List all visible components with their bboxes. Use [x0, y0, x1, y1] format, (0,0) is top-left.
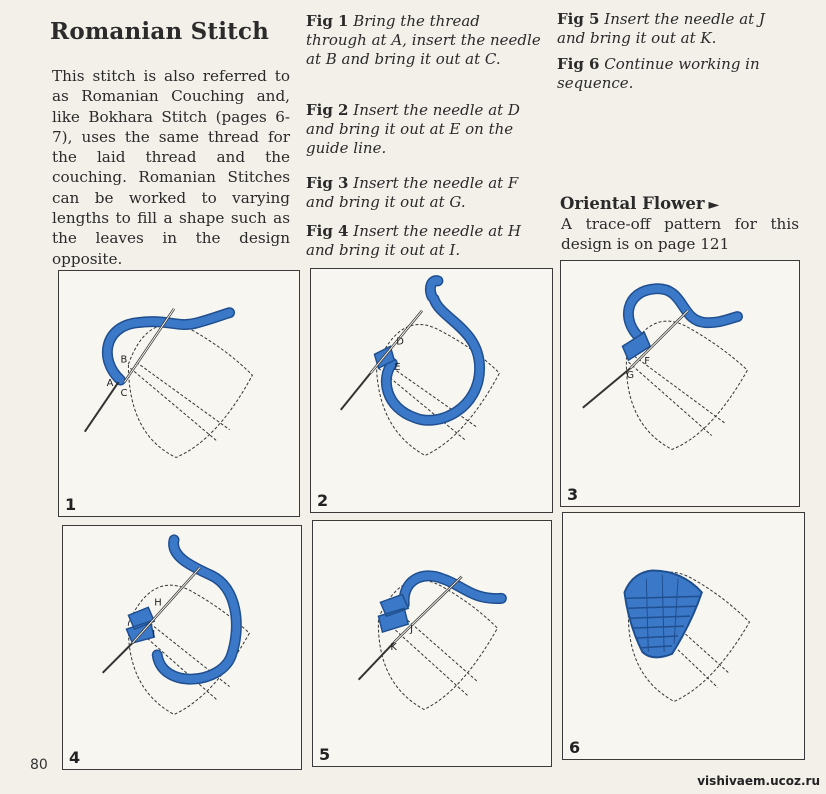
instruction-text: Continue working in sequence. — [557, 55, 760, 92]
stitch-diagram-6 — [563, 513, 804, 759]
stitch-diagram-1 — [59, 271, 299, 516]
point-label: D — [396, 336, 404, 348]
instruction-label: Fig 5 — [557, 10, 600, 28]
point-label: H — [154, 597, 162, 609]
diagram-panel-1 — [58, 270, 300, 517]
instruction-fig-6 — [557, 55, 797, 93]
stitch-diagram-4 — [63, 526, 301, 769]
instruction-fig-4 — [306, 222, 542, 260]
panel-number: 1 — [65, 495, 77, 514]
oriental-flower-title: Oriental Flower — [560, 194, 705, 213]
panel-number: 2 — [317, 491, 329, 510]
oriental-flower-heading — [560, 194, 719, 213]
stitch-diagram-5 — [313, 521, 551, 766]
diagram-panel-3 — [560, 260, 800, 507]
point-label: E — [394, 362, 401, 374]
stitch-diagram-2 — [311, 269, 552, 512]
instruction-text: Insert the needle at H and bring it out at I. — [306, 222, 522, 259]
panel-number: 5 — [319, 745, 331, 764]
instruction-label: Fig 6 — [557, 55, 600, 73]
instruction-label: Fig 1 — [306, 12, 349, 30]
diagram-panel-4 — [62, 525, 302, 770]
diagram-panel-5 — [312, 520, 552, 767]
instruction-label: Fig 3 — [306, 174, 349, 192]
instruction-text: Insert the needle at D and bring it out at E on the guide line. — [306, 101, 520, 157]
point-label: C — [120, 387, 128, 399]
instruction-label: Fig 2 — [306, 101, 349, 119]
point-label: K — [390, 641, 397, 653]
page-number: 80 — [30, 757, 48, 773]
point-label: J — [410, 624, 414, 636]
instruction-fig-3 — [306, 174, 542, 212]
instruction-fig-1 — [306, 12, 542, 69]
arrow-right-icon: ► — [708, 197, 720, 213]
panel-number: 3 — [567, 485, 579, 504]
intro-paragraph: This stitch is also referred to as Romanian Couching and, like Bokhara Stitch (pages 6-7), uses the same thread for the laid thread and the couching. Romanian Stitches can be worked to varying lengths to fill a shape such as the leaves in the design opposite. — [52, 67, 290, 268]
point-label: I — [152, 629, 156, 641]
instruction-fig-2 — [306, 101, 542, 158]
watermark: vishivaem.ucoz.ru — [697, 774, 820, 788]
oriental-flower-text: A trace-off pattern for this design is on page 121 — [561, 215, 799, 253]
panel-number: 4 — [69, 748, 81, 767]
instruction-text: Bring the thread through at A, insert the needle at B and bring it out at C. — [306, 12, 541, 68]
stitch-diagram-3 — [561, 261, 799, 506]
instruction-label: Fig 4 — [306, 222, 349, 240]
instruction-fig-5 — [557, 10, 797, 48]
panel-number: 6 — [569, 738, 581, 757]
instruction-text: Insert the needle at F and bring it out at G. — [306, 174, 519, 211]
instruction-text: Insert the needle at J and bring it out at K. — [557, 10, 765, 47]
diagram-panel-6 — [562, 512, 805, 760]
point-label: A — [106, 378, 114, 390]
point-label: F — [644, 356, 651, 368]
point-label: B — [120, 354, 128, 366]
diagram-panel-2 — [310, 268, 553, 513]
page-title: Romanian Stitch — [50, 18, 270, 45]
point-label: G — [626, 370, 635, 382]
